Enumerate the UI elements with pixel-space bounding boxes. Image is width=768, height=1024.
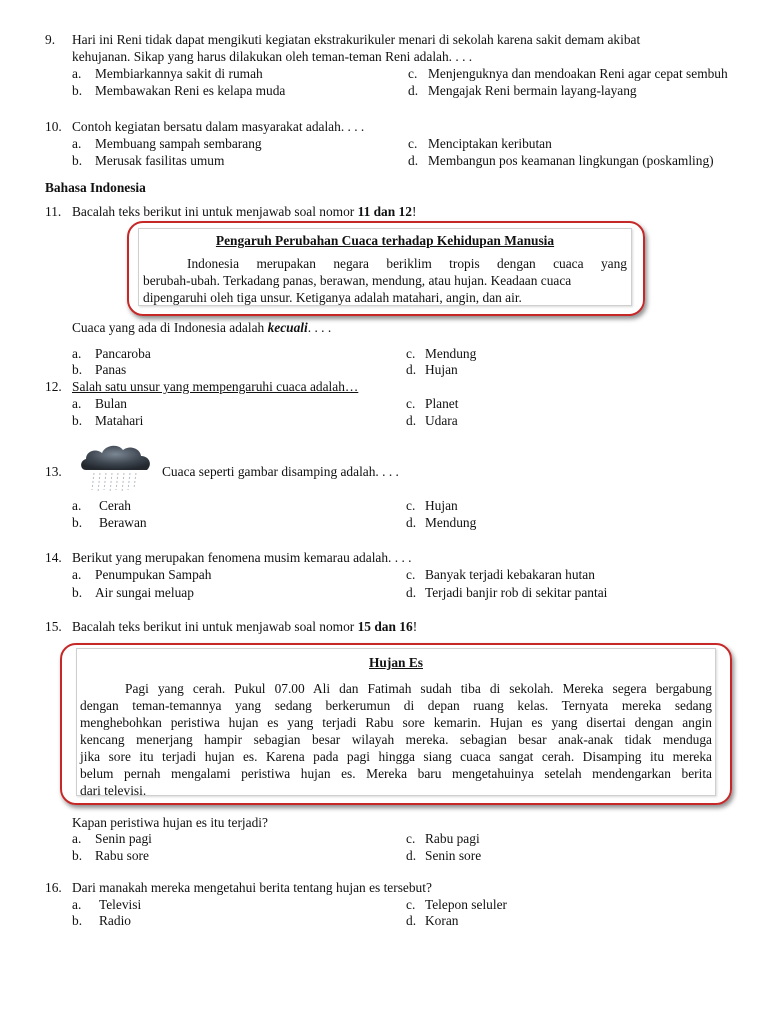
option-letter: b. [72, 413, 83, 428]
option-a: Bulan [95, 396, 127, 411]
passage-line: Pagi yang cerah. Pukul 07.00 Ali dan Fatimah sudah tiba di sekolah. Mereka segera bergabung [125, 681, 712, 696]
question-number: 14. [45, 550, 62, 565]
option-a: Membiarkannya sakit di rumah [95, 66, 263, 81]
option-d: Hujan [425, 362, 458, 377]
option-d: Koran [425, 913, 459, 928]
option-letter: c. [406, 897, 416, 912]
option-letter: c. [406, 396, 416, 411]
option-letter: a. [72, 498, 82, 513]
option-letter: d. [406, 585, 417, 600]
option-letter: d. [406, 413, 417, 428]
option-letter: c. [406, 567, 416, 582]
question-number: 11. [45, 204, 62, 219]
option-b: Radio [99, 913, 131, 928]
passage-line: menghebohkan peristiwa hujan es yang terjadi Rabu sore kemarin. Hujan es yang disertai dengan angin [80, 715, 712, 730]
option-letter: d. [408, 153, 419, 168]
passage-line: dengan teman-temannya yang sedang berkerumun di depan ruang kelas. Ternyata mereka sedang [80, 698, 712, 713]
option-letter: d. [406, 362, 417, 377]
question-text-end: . . . . [307, 320, 332, 335]
instruction-bold: 15 dan 16 [357, 619, 413, 634]
option-letter: b. [72, 848, 83, 863]
option-letter: c. [406, 346, 416, 361]
option-d: Mendung [425, 515, 477, 530]
question-text [72, 319, 331, 336]
option-b: Air sungai meluap [95, 585, 194, 600]
option-c: Telepon seluler [425, 897, 507, 912]
option-letter: d. [406, 515, 417, 530]
instruction [72, 618, 417, 635]
option-letter: a. [72, 346, 82, 361]
question-text: Salah satu unsur yang mempengaruhi cuaca adalah… [72, 379, 359, 394]
question-number: 10. [45, 119, 62, 134]
option-a: Pancaroba [95, 346, 151, 361]
option-letter: a. [72, 831, 82, 846]
passage-line: kencang menerjang hampir sebagian besar wilayah mereka. sebagian besar anak-anak tidak menduga [80, 732, 712, 747]
passage-line: jika sore itu terjadi hujan es. Karena pada pagi hingga siang cuaca sangat cerah. Disamping itu mereka [80, 749, 712, 764]
option-b: Panas [95, 362, 127, 377]
option-b: Matahari [95, 413, 144, 428]
instruction-bold: 11 dan 12 [357, 204, 412, 219]
option-c: Rabu pagi [425, 831, 480, 846]
option-b: Rabu sore [95, 848, 149, 863]
option-b: Membawakan Reni es kelapa muda [95, 83, 286, 98]
option-d: Udara [425, 413, 458, 428]
option-a: Cerah [99, 498, 131, 513]
option-c: Menciptakan keributan [428, 136, 552, 151]
option-letter: c. [408, 136, 418, 151]
option-letter: b. [72, 913, 83, 928]
option-a: Senin pagi [95, 831, 152, 846]
option-c: Banyak terjadi kebakaran hutan [425, 567, 595, 582]
option-letter: a. [72, 136, 82, 151]
instruction-text: Bacalah teks berikut ini untuk menjawab soal nomor [72, 619, 358, 634]
option-letter: a. [72, 396, 82, 411]
passage-box [138, 228, 632, 306]
option-c: Hujan [425, 498, 458, 513]
passage-line: dipengaruhi oleh tiga unsur. Ketiganya adalah matahari, angin, dan air. [143, 290, 522, 305]
question-text: Kapan peristiwa hujan es itu terjadi? [72, 815, 268, 830]
question-text: Cuaca seperti gambar disamping adalah. . . . [162, 464, 399, 479]
question-number: 13. [45, 464, 62, 479]
instruction-end: ! [412, 619, 418, 634]
question-text: kehujanan. Sikap yang harus dilakukan oleh teman-teman Reni adalah. . . . [72, 49, 473, 64]
passage-line: dari televisi. [80, 783, 147, 798]
question-number: 9. [45, 32, 56, 47]
option-letter: a. [72, 66, 82, 81]
passage-line: Indonesia merupakan negara beriklim tropis dengan cuaca yang [187, 256, 627, 271]
option-letter: c. [408, 66, 418, 81]
option-d: Membangun pos keamanan lingkungan (poskamling) [428, 153, 714, 168]
option-d: Terjadi banjir rob di sekitar pantai [425, 585, 608, 600]
question-text-start: Cuaca yang ada di Indonesia adalah [72, 320, 268, 335]
question-emphasis: kecuali [267, 320, 308, 335]
option-c: Menjenguknya dan mendoakan Reni agar cepat sembuh [428, 66, 728, 81]
question-number: 12. [45, 379, 62, 394]
option-letter: b. [72, 153, 83, 168]
option-letter: a. [72, 567, 82, 582]
option-letter: b. [72, 362, 83, 377]
option-d: Mengajak Reni bermain layang-layang [428, 83, 637, 98]
question-number: 16. [45, 880, 62, 895]
option-c: Planet [425, 396, 459, 411]
instruction-end: ! [411, 204, 417, 219]
option-letter: d. [406, 913, 417, 928]
option-c: Mendung [425, 346, 477, 361]
option-letter: a. [72, 897, 82, 912]
option-letter: d. [406, 848, 417, 863]
question-text: Contoh kegiatan bersatu dalam masyarakat adalah. . . . [72, 119, 365, 134]
option-letter: b. [72, 585, 83, 600]
passage-title: Pengaruh Perubahan Cuaca terhadap Kehidupan Manusia [215, 233, 555, 248]
option-letter: d. [408, 83, 419, 98]
option-a: Membuang sampah sembarang [95, 136, 262, 151]
option-letter: b. [72, 515, 83, 530]
option-a: Televisi [99, 897, 142, 912]
passage-title: Hujan Es [369, 655, 423, 670]
option-b: Berawan [99, 515, 147, 530]
question-text: Hari ini Reni tidak dapat mengikuti kegiatan ekstrakurikuler menari di sekolah karena sakit demam akibat [72, 32, 641, 47]
option-letter: c. [406, 498, 416, 513]
question-text: Dari manakah mereka mengetahui berita tentang hujan es tersebut? [72, 880, 432, 895]
option-b: Merusak fasilitas umum [95, 153, 225, 168]
rain-cloud-icon [78, 442, 156, 494]
passage-box [76, 648, 716, 796]
option-letter: c. [406, 831, 416, 846]
question-number: 15. [45, 619, 62, 634]
passage-line: belum pernah mengalami peristiwa hujan es. Mereka baru mengetahuinya setelah mendengarkan berita [80, 766, 712, 781]
option-letter: b. [72, 83, 83, 98]
passage-line: berubah-ubah. Terkadang panas, berawan, mendung, atau hujan. Keadaan cuaca [143, 273, 572, 288]
instruction [72, 203, 416, 220]
section-heading: Bahasa Indonesia [45, 180, 146, 195]
question-text: Berikut yang merupakan fenomena musim kemarau adalah. . . . [72, 550, 412, 565]
option-d: Senin sore [425, 848, 482, 863]
option-a: Penumpukan Sampah [95, 567, 212, 582]
instruction-text: Bacalah teks berikut ini untuk menjawab soal nomor [72, 204, 358, 219]
